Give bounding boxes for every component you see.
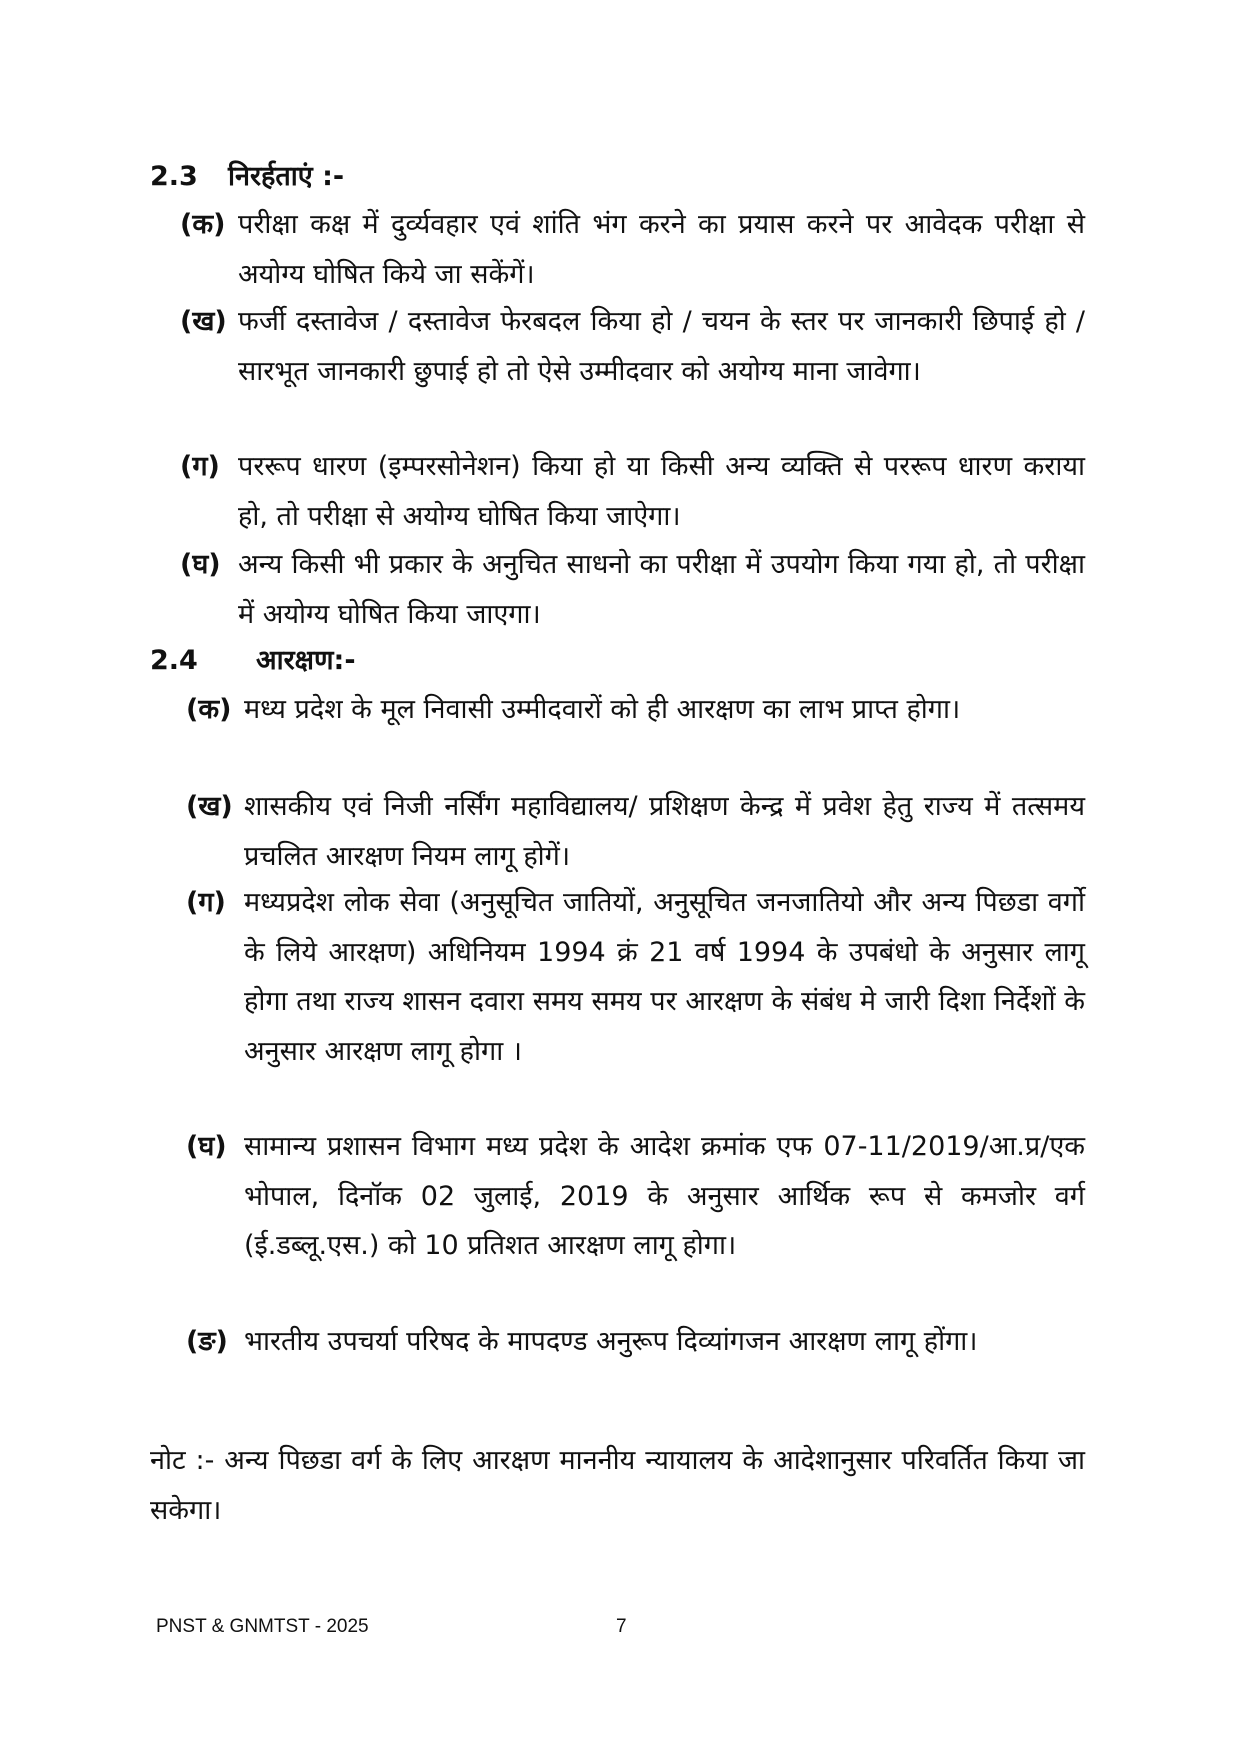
note-paragraph: नोट :- अन्य पिछडा वर्ग के लिए आरक्षण माननीय न्यायालय के आदेशानुसार परिवर्तित किया जा सकेगा।: [150, 1445, 1085, 1526]
list-item: [186, 782, 1085, 881]
item-text: पररूप धारण (इम्परसोनेशन) किया हो या किसी अन्य व्यक्ति से पररूप धारण कराया हो, तो परीक्षा से अयोग्य घोषित किया जाऐगा।: [238, 451, 1085, 532]
item-label: (ख): [180, 306, 227, 337]
item-text: परीक्षा कक्ष में दुर्व्यवहार एवं शांति भंग करने का प्रयास करने पर आवेदक परीक्षा से अयोग्य घोषित किये जा सकेंगें।: [238, 209, 1085, 290]
item-label: (ख): [186, 791, 233, 822]
section-number: 2.3: [150, 161, 198, 192]
item-label: (घ): [180, 549, 221, 580]
section-2-3-heading: [150, 157, 344, 197]
section-title: निरर्हताएं :-: [228, 161, 345, 192]
list-item: [180, 442, 1085, 541]
item-label: (घ): [186, 1131, 227, 1162]
section-number: 2.4: [150, 645, 198, 676]
item-text: शासकीय एवं निजी नर्सिंग महाविद्यालय/ प्रशिक्षण केन्द्र में प्रवेश हेतु राज्य में तत्समय प्रचलित आरक्षण नियम लागू होगें।: [244, 791, 1085, 872]
item-label: (क): [180, 209, 226, 240]
item-text: मध्यप्रदेश लोक सेवा (अनुसूचित जातियों, अनुसूचित जनजातियो और अन्य पिछडा वर्गो के लिये आरक्षण) अधिनियम 1994 क्रं 21 वर्ष 1994 के उपबंधो के अनुसार लागू होगा तथा राज्य शासन दवारा समय समय पर आरक्षण के संबंध मे जारी दिशा निर्देशों के अनुसार आरक्षण लागू होगा ।: [244, 887, 1085, 1067]
list-item: [180, 200, 1085, 299]
footer-title: PNST & GNMTST - 2025: [156, 1616, 369, 1637]
section-2-4-heading: [150, 641, 356, 681]
list-item: [186, 878, 1085, 1076]
list-item: [186, 685, 1085, 735]
item-text: सामान्य प्रशासन विभाग मध्य प्रदेश के आदेश क्रमांक एफ 07-11/2019/आ.प्र/एक भोपाल, दिनॉक 02 जुलाई, 2019 के अनुसार आर्थिक रूप से कमजोर वर्ग (ई.डब्लू.एस.) को 10 प्रतिशत आरक्षण लागू होगा।: [244, 1131, 1085, 1261]
list-item: [186, 1317, 1085, 1367]
item-text: अन्य किसी भी प्रकार के अनुचित साधनो का परीक्षा में उपयोग किया गया हो, तो परीक्षा में अयोग्य घोषित किया जाएगा।: [238, 549, 1085, 630]
section-title: आरक्षण:-: [256, 645, 356, 676]
list-item: [180, 540, 1085, 639]
list-item: [180, 297, 1085, 396]
list-item: [186, 1122, 1085, 1271]
item-label: (क): [186, 694, 232, 725]
item-label: (ङ): [186, 1326, 228, 1357]
item-text: भारतीय उपचर्या परिषद के मापदण्ड अनुरूप दिव्यांगजन आरक्षण लागू होंगा।: [244, 1326, 978, 1357]
item-label: (ग): [180, 451, 220, 482]
page-number: 7: [616, 1616, 627, 1637]
item-text: मध्य प्रदेश के मूल निवासी उम्मीदवारों को ही आरक्षण का लाभ प्राप्त होगा।: [244, 694, 961, 725]
item-label: (ग): [186, 887, 226, 918]
item-text: फर्जी दस्तावेज / दस्तावेज फेरबदल किया हो / चयन के स्तर पर जानकारी छिपाई हो / सारभूत जानकारी छुपाई हो तो ऐसे उम्मीदवार को अयोग्य माना जावेगा।: [238, 306, 1085, 387]
